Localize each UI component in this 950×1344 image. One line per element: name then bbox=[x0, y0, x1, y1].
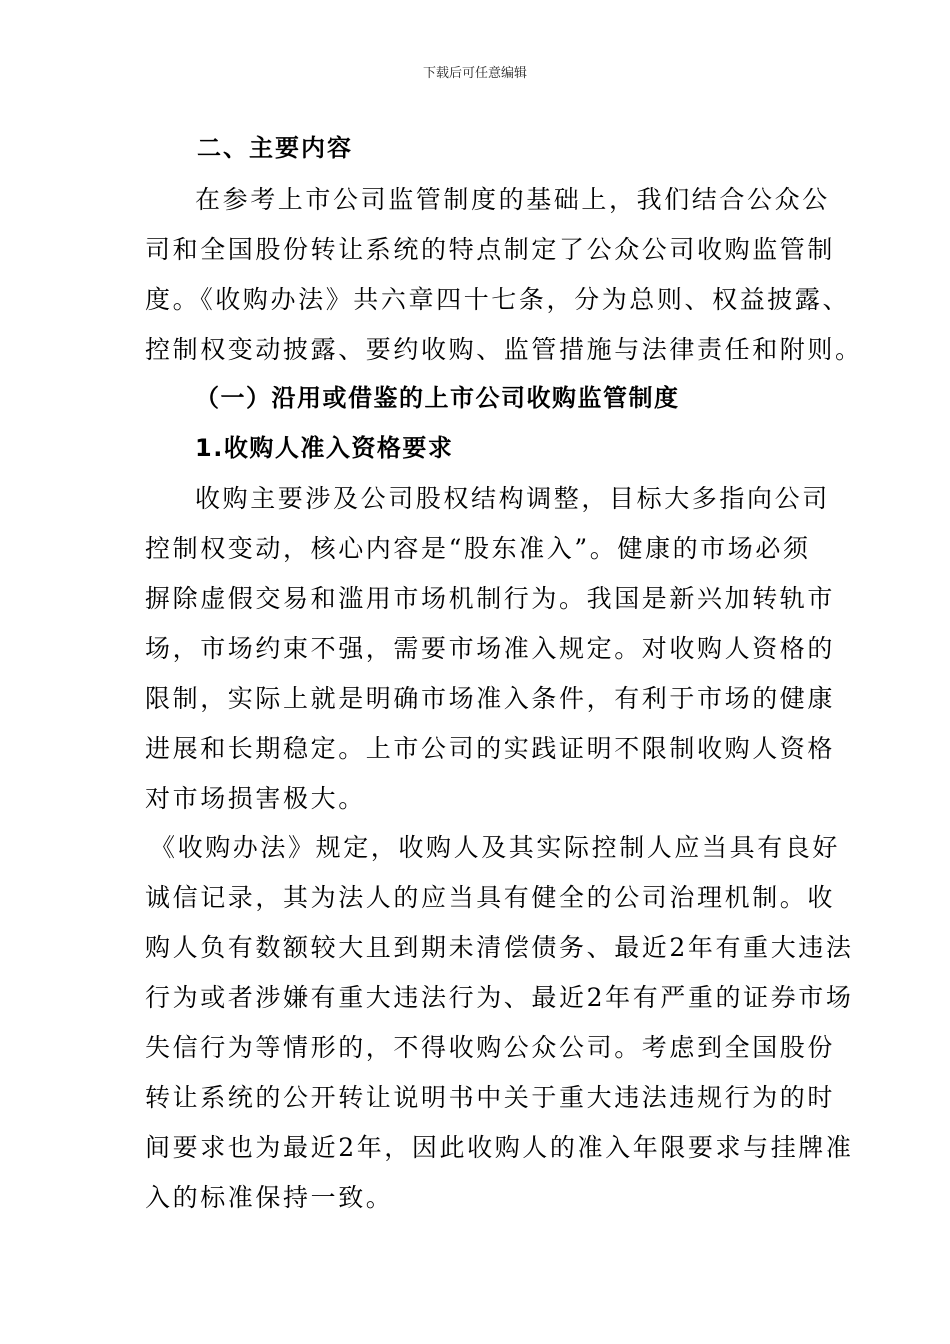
paragraph-line: 对市场损害极大。 bbox=[145, 784, 366, 813]
section-title: 二、主要内容 bbox=[197, 134, 353, 162]
paragraph-line: 进展和长期稳定。上市公司的实践证明不限制收购人资格 bbox=[145, 734, 836, 763]
paragraph-line: 转让系统的公开转让说明书中关于重大违法违规行为的时 bbox=[145, 1083, 836, 1112]
paragraph-line: 摒除虚假交易和滥用市场机制行为。我国是新兴加转轨市 bbox=[145, 584, 836, 613]
subheading: 1.收购人准入资格要求 bbox=[195, 434, 454, 462]
paragraph-line: 收购主要涉及公司股权结构调整，目标大多指向公司 bbox=[195, 484, 830, 513]
paragraph-line: 入的标准保持一致。 bbox=[145, 1183, 394, 1212]
page-header: 下载后可任意编辑 bbox=[422, 66, 527, 81]
paragraph-line: 控制权变动，核心内容是“股东准入”。健康的市场必须 bbox=[145, 534, 811, 563]
paragraph-line: 诚信记录，其为法人的应当具有健全的公司治理机制。收 bbox=[145, 883, 836, 912]
paragraph-line: 失信行为等情形的，不得收购公众公司。考虑到全国股份 bbox=[145, 1033, 836, 1062]
paragraph-line: 场，市场约束不强，需要市场准入规定。对收购人资格的 bbox=[145, 634, 836, 663]
paragraph-line: 司和全国股份转让系统的特点制定了公众公司收购监管制 bbox=[145, 235, 836, 264]
paragraph-line: 控制权变动披露、要约收购、监管措施与法律责任和附则。 bbox=[145, 335, 863, 364]
paragraph-line: 限制，实际上就是明确市场准入条件，有利于市场的健康 bbox=[145, 684, 836, 713]
paragraph-line: 间要求也为最近2年，因此收购人的准入年限要求与挂牌准 bbox=[145, 1133, 854, 1162]
paragraph-line: 《收购办法》规定，收购人及其实际控制人应当具有良好 bbox=[150, 833, 841, 862]
paragraph-line: 行为或者涉嫌有重大违法行为、最近2年有严重的证券市场 bbox=[145, 983, 854, 1012]
paragraph-line: 在参考上市公司监管制度的基础上，我们结合公众公 bbox=[195, 185, 830, 214]
paragraph-line: 度。《收购办法》共六章四十七条，分为总则、权益披露、 bbox=[145, 285, 851, 314]
paragraph-line: 购人负有数额较大且到期未清偿债务、最近2年有重大违法 bbox=[145, 933, 854, 962]
subsection-title: （一）沿用或借鉴的上市公司收购监管制度 bbox=[195, 384, 680, 412]
